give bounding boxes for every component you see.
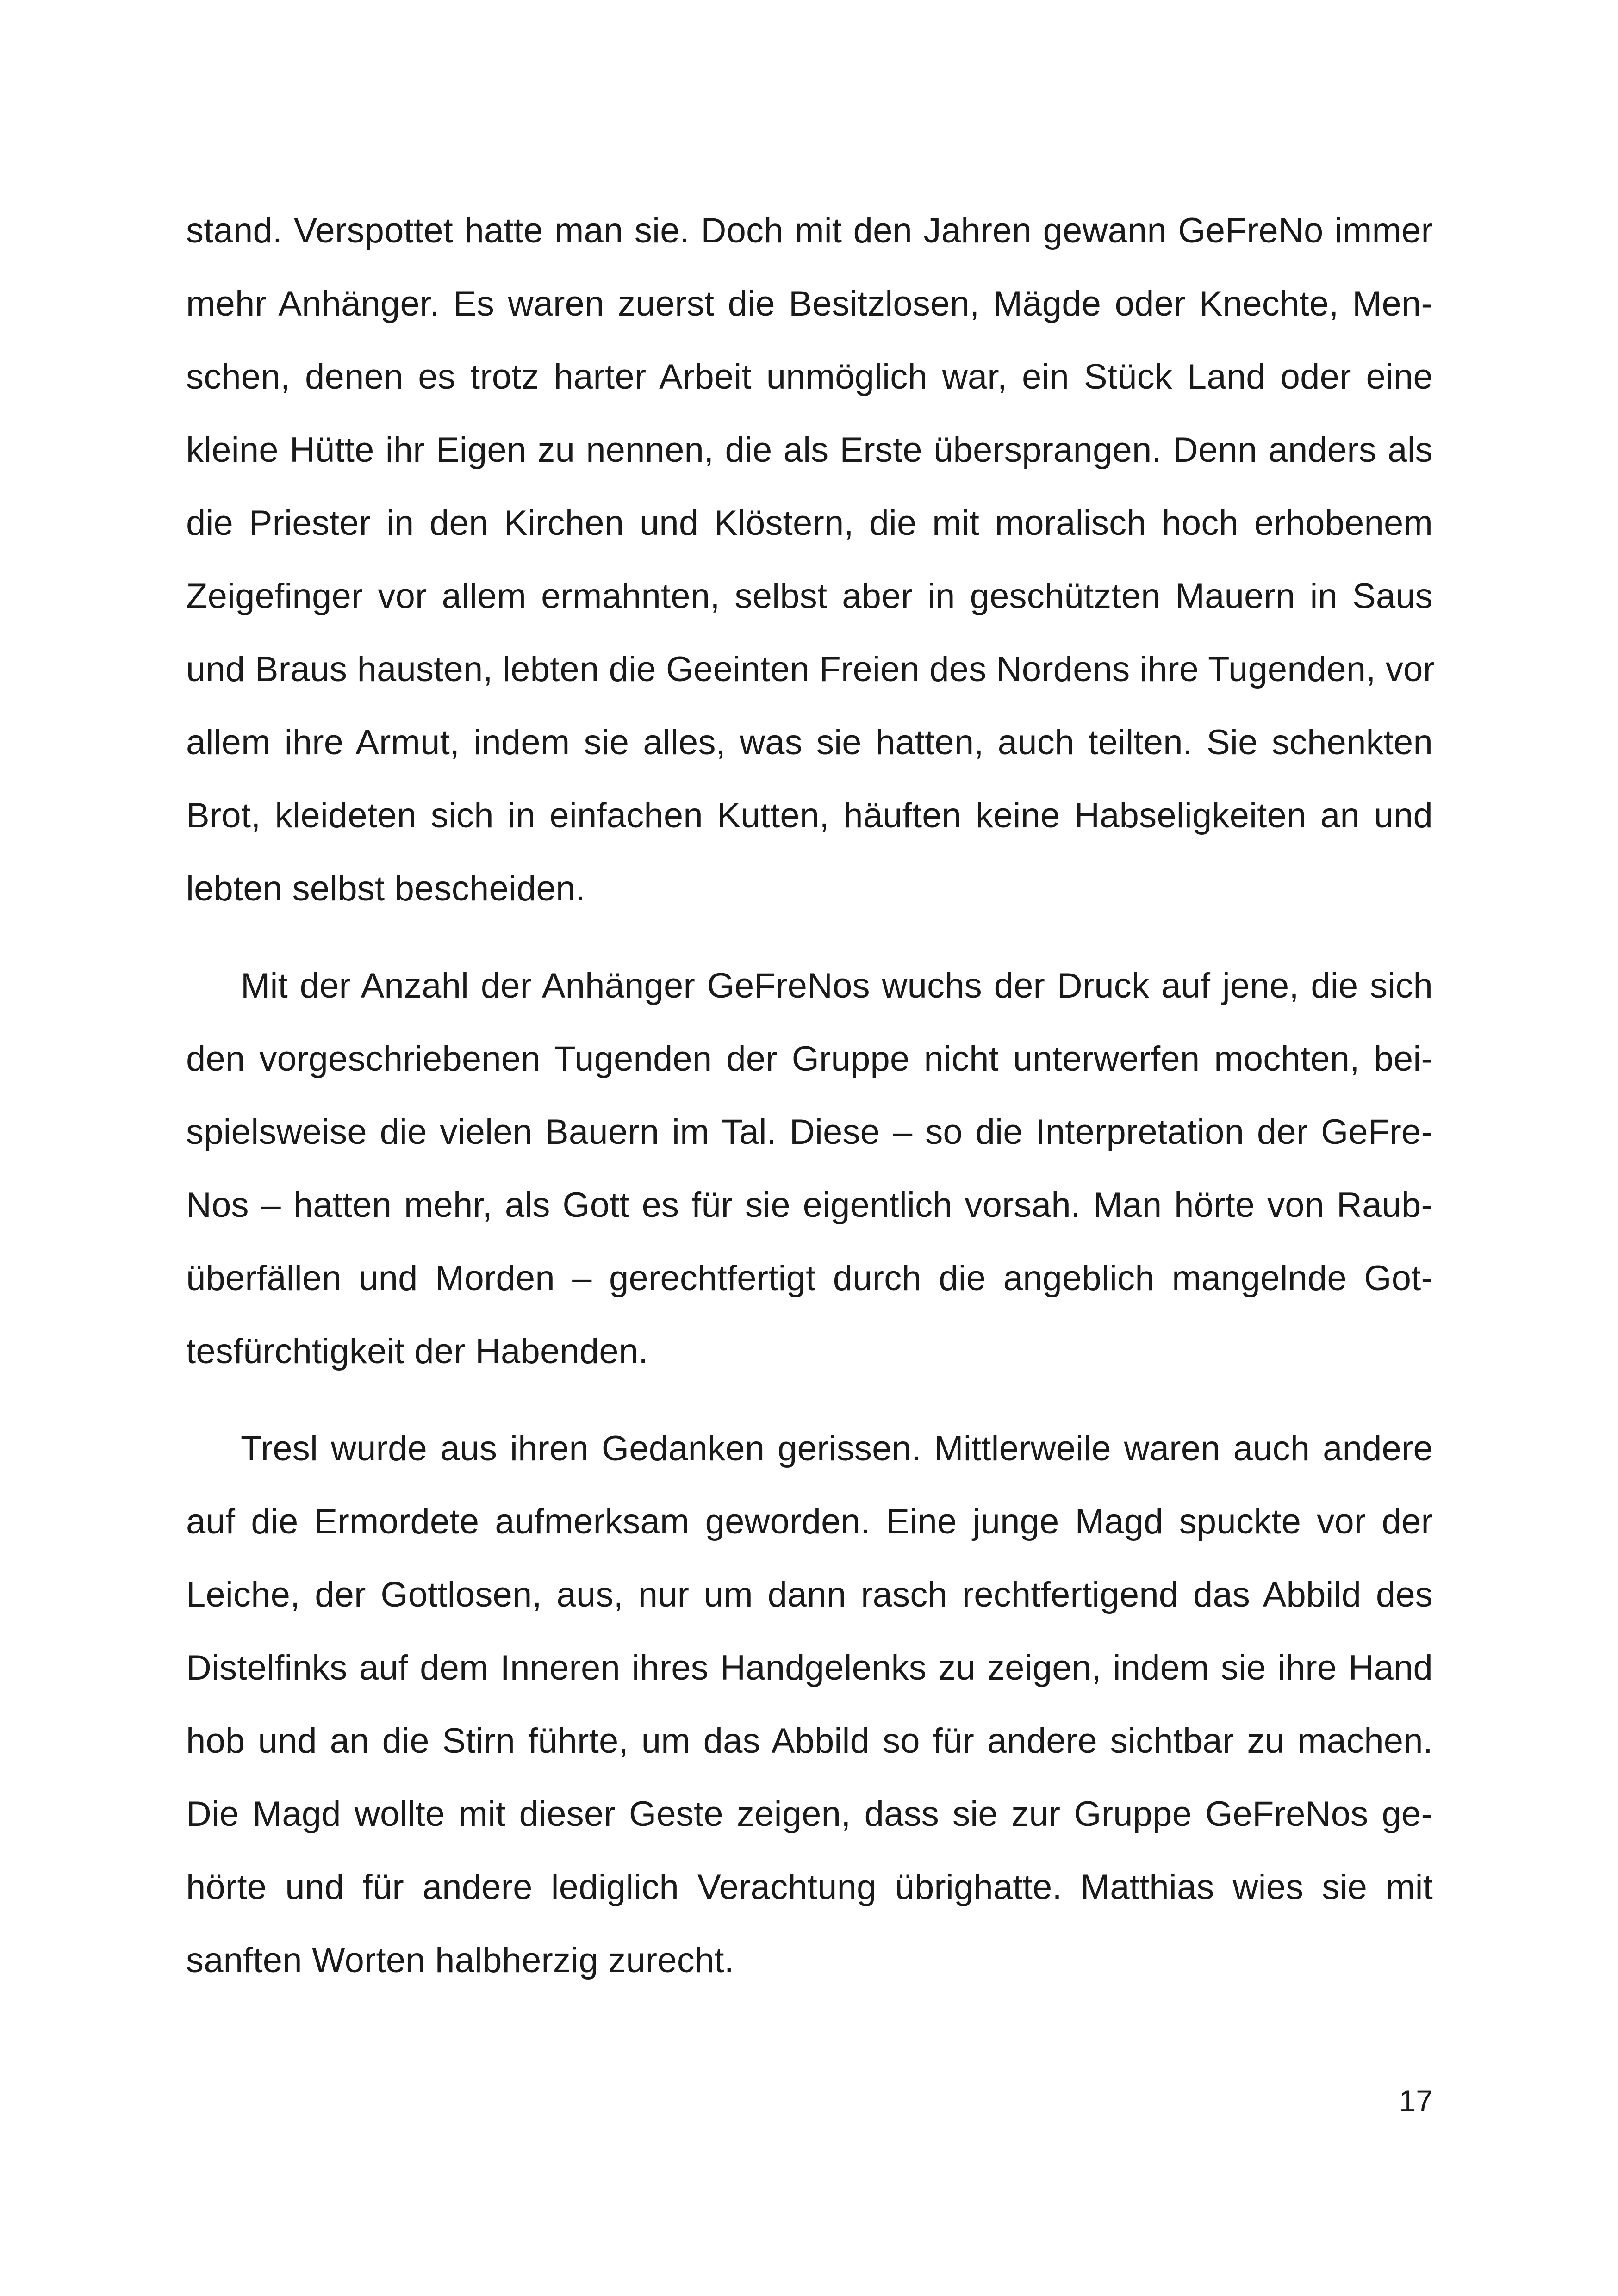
text-line: überfällen und Morden – gerechtfertigt durch die angeblich mangelnde Got- xyxy=(186,1259,1433,1298)
text-line: mehr Anhänger. Es waren zuerst die Besitzlosen, Mägde oder Knechte, Men- xyxy=(186,284,1433,323)
text-line: stand. Verspottet hatte man sie. Doch mit den Jahren gewann GeFreNo immer xyxy=(186,211,1433,250)
text-line: Brot, kleideten sich in einfachen Kutten, häuften keine Habseligkeiten an und xyxy=(186,796,1433,835)
text-line: tesfürchtigkeit der Habenden. xyxy=(186,1332,648,1371)
text-line: und Braus hausten, lebten die Geeinten Freien des Nordens ihre Tugenden, vor xyxy=(186,650,1435,689)
body-text xyxy=(186,194,1433,1997)
text-line: Mit der Anzahl der Anhänger GeFreNos wuchs der Druck auf jene, die sich xyxy=(241,966,1433,1005)
text-line: auf die Ermordete aufmerksam geworden. Eine junge Magd spuckte vor der xyxy=(186,1502,1433,1541)
text-line: Nos – hatten mehr, als Gott es für sie eigentlich vorsah. Man hörte von Raub- xyxy=(186,1185,1433,1225)
text-line: Leiche, der Gottlosen, aus, nur um dann rasch rechtfertigend das Abbild des xyxy=(186,1575,1433,1614)
text-line: spielsweise die vielen Bauern im Tal. Diese – so die Interpretation der GeFre- xyxy=(186,1112,1433,1152)
text-line: allem ihre Armut, indem sie alles, was sie hatten, auch teilten. Sie schenkten xyxy=(186,723,1433,762)
text-line: hob und an die Stirn führte, um das Abbild so für andere sichtbar zu machen. xyxy=(186,1721,1433,1761)
paragraph-gap xyxy=(186,1388,1433,1412)
page-number: 17 xyxy=(1399,2084,1433,2118)
text-line: schen, denen es trotz harter Arbeit unmöglich war, ein Stück Land oder eine xyxy=(186,357,1433,397)
text-line: Distelfinks auf dem Inneren ihres Handgelenks zu zeigen, indem sie ihre Hand xyxy=(186,1648,1433,1688)
text-line: die Priester in den Kirchen und Klöstern, die mit moralisch hoch erhobenem xyxy=(186,503,1433,543)
text-line: Zeigefinger vor allem ermahnten, selbst aber in geschützten Mauern in Saus xyxy=(186,577,1433,616)
text-line: hörte und für andere lediglich Verachtung übrighatte. Matthias wies sie mit xyxy=(186,1868,1433,1907)
text-line: sanften Worten halbherzig zurecht. xyxy=(186,1941,734,1980)
text-line: Tresl wurde aus ihren Gedanken gerissen. Mittlerweile waren auch andere xyxy=(241,1429,1433,1468)
text-line: den vorgeschriebenen Tugenden der Gruppe nicht unterwerfen mochten, bei- xyxy=(186,1039,1433,1079)
text-line: kleine Hütte ihr Eigen zu nennen, die als Erste übersprangen. Denn anders als xyxy=(186,430,1433,470)
text-line: lebten selbst bescheiden. xyxy=(186,869,585,908)
text-line: Die Magd wollte mit dieser Geste zeigen, dass sie zur Gruppe GeFreNos ge- xyxy=(186,1794,1433,1834)
paragraph-gap xyxy=(186,925,1433,949)
